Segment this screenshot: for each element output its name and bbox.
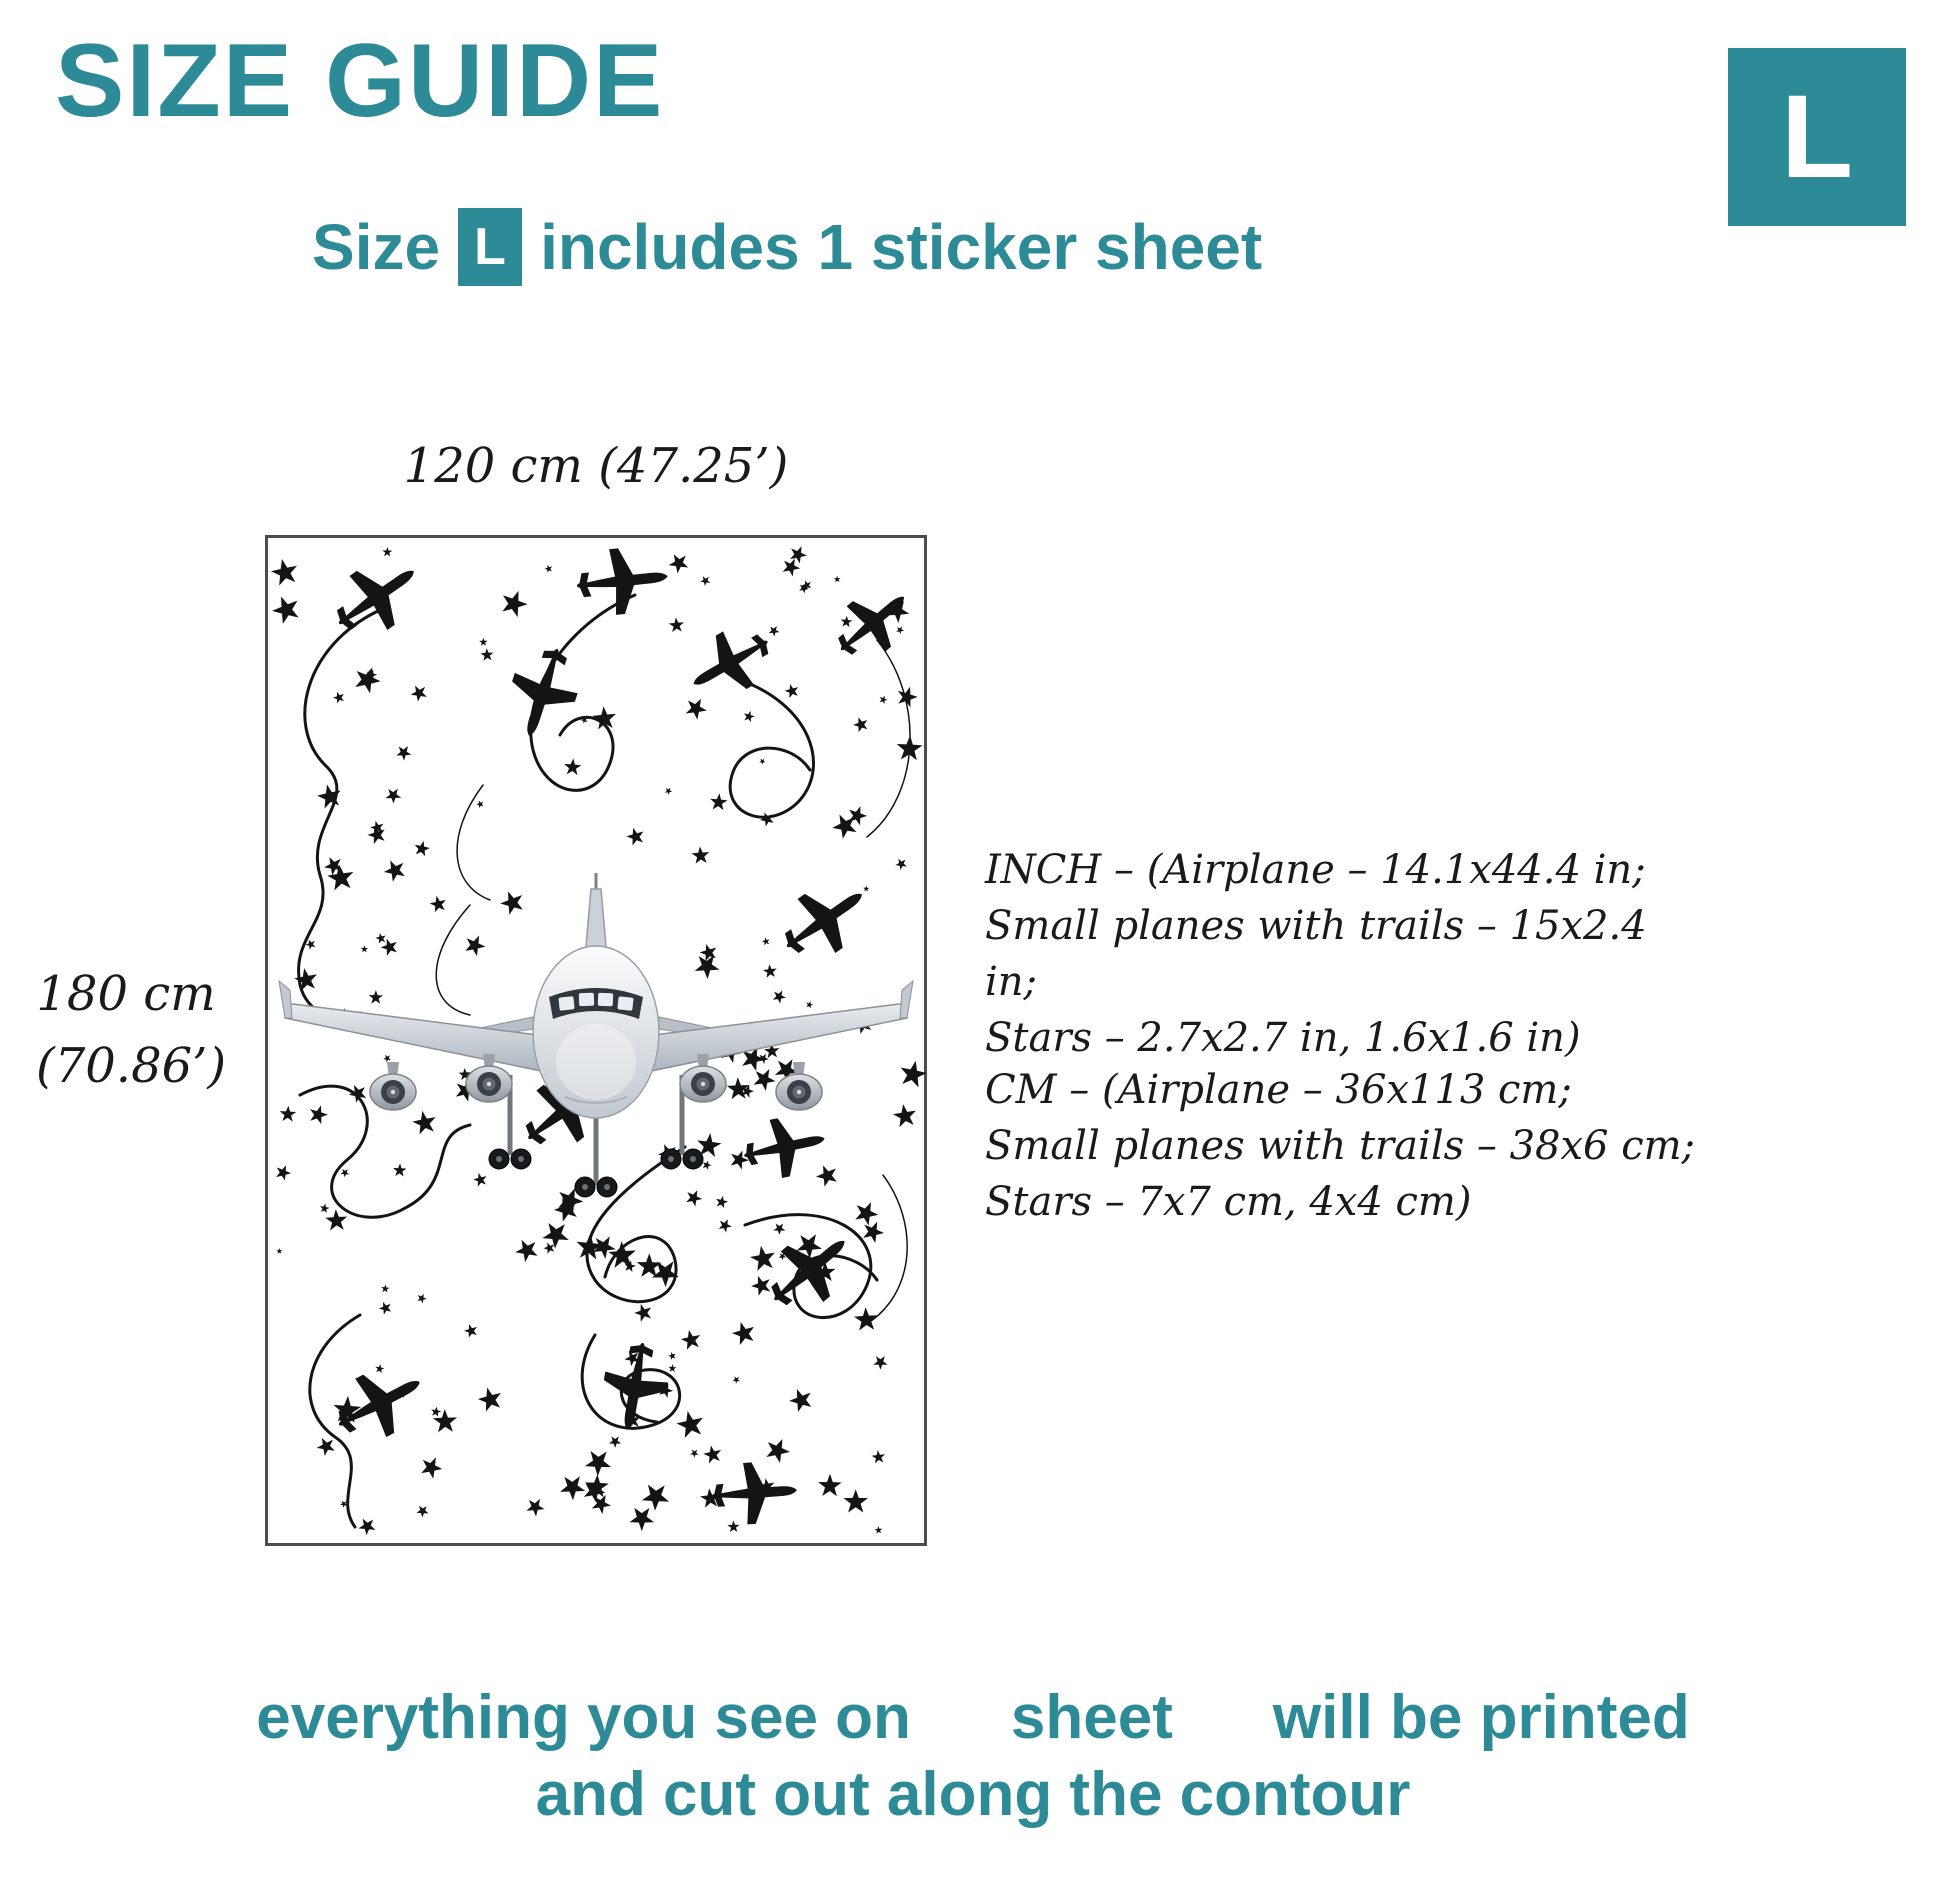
spec-cm (985, 1062, 1705, 1230)
spec-cm-line2: Small planes with trails – 38x6 cm; (985, 1123, 1695, 1169)
footer-seg3: will be printed (1272, 1683, 1690, 1752)
sheet-height-label-cm: 180 cm (36, 966, 216, 1022)
spec-inch-line2: Small planes with trails – 15x2.4 in; (985, 903, 1647, 1005)
spec-cm-line1: CM – (Airplane – 36x113 cm; (985, 1067, 1572, 1113)
footer-line2: and cut out along the contour (535, 1760, 1411, 1829)
spec-inch (985, 842, 1705, 1066)
sheet-width-label: 120 cm (47.25’) (403, 438, 789, 494)
footer-seg1: everything you see on (256, 1683, 911, 1752)
size-badge-small: L (458, 208, 522, 286)
footer-seg2: sheet (1010, 1683, 1173, 1752)
sheet-height-label (36, 958, 227, 1102)
sheet-height-label-ft: (70.86’) (36, 1038, 227, 1094)
subtitle (312, 208, 1262, 286)
subtitle-prefix: Size (312, 211, 441, 283)
subtitle-suffix: includes 1 sticker sheet (540, 211, 1263, 283)
sticker-sheet-art (265, 535, 927, 1546)
spec-cm-line3: Stars – 7x7 cm, 4x4 cm) (985, 1179, 1472, 1225)
size-badge-large: L (1728, 48, 1906, 226)
footer-line1 (256, 1682, 1689, 1753)
footer-note (0, 1682, 1946, 1830)
page-title: SIZE GUIDE (55, 23, 665, 139)
spec-inch-line1: INCH – (Airplane – 14.1x44.4 in; (985, 847, 1646, 893)
sticker-sheet-preview (265, 535, 927, 1546)
spec-inch-line3: Stars – 2.7x2.7 in, 1.6x1.6 in) (985, 1015, 1581, 1061)
